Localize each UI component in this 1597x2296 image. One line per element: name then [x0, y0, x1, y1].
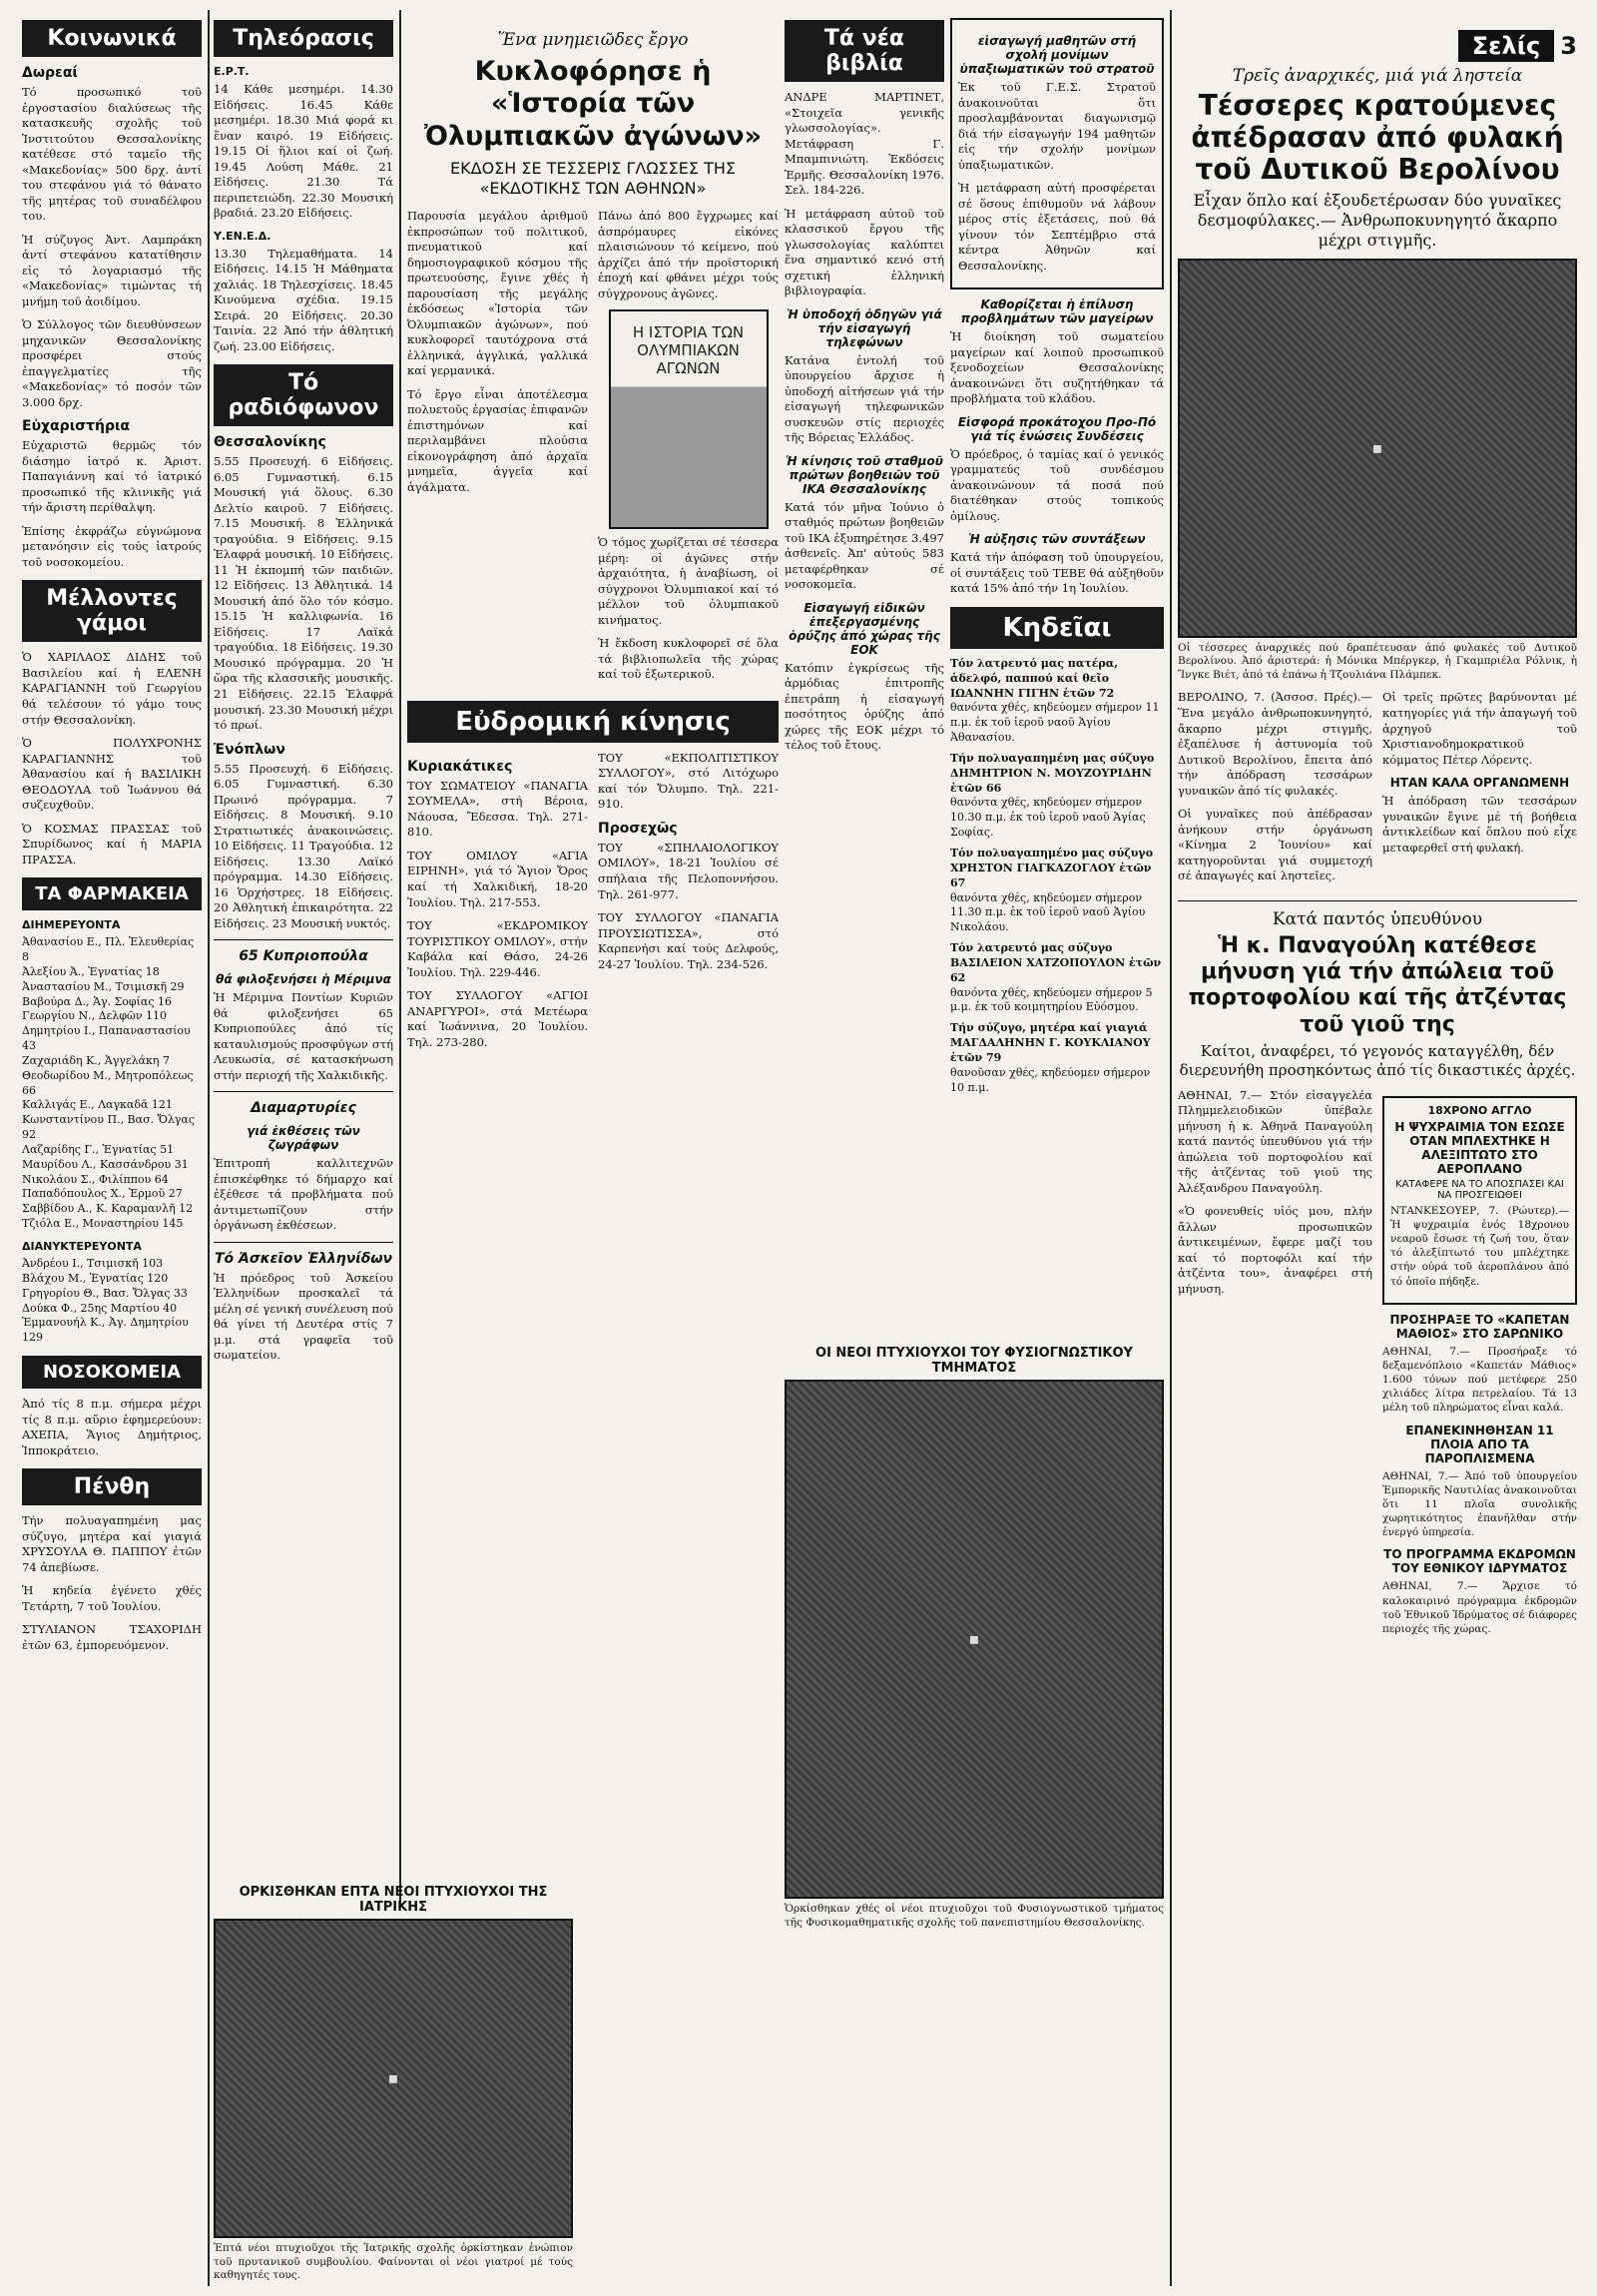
- column-1: [22, 10, 202, 2286]
- list-item: θανόντα χθές, κηδεύομεν σήμερον 10.30 π.μ. ἐκ τοῦ ἱεροῦ ναοῦ Ἁγίας Σοφίας.: [950, 796, 1146, 840]
- photo-block-medical-graduates: [214, 1877, 573, 2291]
- kicker: Ἕνα μνημειῶδες ἔργο: [497, 30, 689, 50]
- section-heading-farmakeia: ΤΑ ΦΑΡΜΑΚΕΙΑ: [22, 877, 202, 910]
- tv-schedule-ert: 14 Κάθε μεσημέρι. 14.30 Εἰδήσεις. 16.45 Κάθε μεσημέρι. 18.30 Μιά φορά κι ἕναν καιρό. 19 Εἰδήσεις. 19.15 Οἱ ἥλιοι καί οἱ ζωή. 19.45 Λούση Μάθε. 21 Εἰδήσεις. 21.30 Τά περιπετειώδη. 22.30 Μουσική βραδιά. 23.20 Εἰδήσεις.: [214, 82, 393, 221]
- list-item: Τόν λατρευτό μας σύζυγο ΒΑΣΙΛΕΙΟΝ ΧΑΤΖΟΠΟΥΛΟΝ ἐτῶν 62: [950, 941, 1162, 984]
- column-5: [950, 10, 1164, 1328]
- article-title: Ἡ αὐξησις τῶν συντάξεων: [968, 532, 1146, 547]
- article-title: Τό Ἀσκεῖον Ἑλληνίδων: [214, 1250, 393, 1267]
- subheading-thessalonikis: Θεσσαλονίκης: [214, 434, 326, 451]
- radio-schedule-thessaloniki: 5.55 Προσευχή. 6 Εἰδήσεις. 6.05 Γυμναστική. 6.15 Μουσική γιά ὅλους. 6.30 Δελτίο καιροῦ. 7 Εἰδήσεις. 7.15 Μουσική. 8 Ἑλληνικά τραγούδια. 9 Εἰδήσεις. 9.15 Ἐλαφρά μουσική. 10 Εἰδήσεις. 11 Ἡ ἐκπομπή τῶν παιδιῶν. 12 Εἰδήσεις. 13 Ἀθλητικά. 14 Μουσική ἀπό ὅλο τόν κόσμο. 15.15 Ἡ καλλιφωνία. 16 Εἰδήσεις. 17 Λαϊκά τραγούδια. 18 Εἰδήσεις. 19.30 Μουσικό πρόγραμμα. 20 Ἡ ὥρα τῆς κλασσικῆς μουσικῆς. 21 Εἰδήσεις. 22.15 Ἐλαφρά μουσική. 23.30 Μουσική μέχρι τό πρωί.: [214, 454, 393, 733]
- column-divider: [1170, 10, 1172, 2286]
- list-item: θανοῦσαν χθές, κηδεύομεν σήμερον 10 π.μ.: [950, 1065, 1151, 1094]
- list-item: Λαζαρίδης Γ., Ἐγνατίας 51: [22, 1142, 175, 1156]
- section-heading-penthi: Πένθη: [22, 1468, 202, 1505]
- paragraph: Οἱ τρεῖς πρῶτες βαρύνονται μέ κατηγορίες γιά τήν ἀπαγωγή τοῦ ἀρχηγοῦ τοῦ Χριστιανοδημοκρατικοῦ κόμματος Πέτερ Λόρεντς.: [1382, 690, 1577, 767]
- article-title: Καθορίζεται ἡ ἐπίλυση προβλημάτων τῶν μαγείρων: [960, 297, 1154, 326]
- subheading-ert: Ε.Ρ.Τ.: [214, 65, 250, 78]
- paragraph: Ἐπίσης ἐκφράζω εὐγνώμονα μετανόησιν εἰς τούς ἰατρούς τοῦ νοσοκομείου.: [22, 523, 202, 569]
- paragraph: ΑΘΗΝΑΙ, 7.— Προσήραξε τό δεξαμενόπλοιο «Καπετάν Μάθιος» 1.600 τόνων πού μετέφερε 250 χιλιάδες λίτρα πετρελαίου. Τά 13 μέλη τοῦ πληρώματος εἶναι καλά.: [1382, 1345, 1577, 1415]
- subheading-doreai: Δωρεαί: [22, 65, 78, 81]
- photo-placeholder-icon: ◼: [969, 1632, 979, 1646]
- divider: [214, 939, 393, 940]
- tv-schedule-yened: 13.30 Τηλεμαθήματα. 14 Εἰδήσεις. 14.15 Ἡ Μάθηματα χαλιάς. 18 Τηλεσχίσεις. 18.45 Κινούμενα σχέδια. 19.15 Σειρά. 20 Εἰδήσεις. 20.30 Ταινία. 22 Ἀπό τήν ἀθλητική ζωή. 23.00 Εἰδήσεις.: [214, 246, 393, 353]
- list-item: Τόν πολυαγαπημένο μας σύζυγο ΧΡΗΣΤΟΝ ΓΙΑΓΚΑΖΟΓΛΟΥ ἐτῶν 67: [950, 847, 1154, 889]
- photo-block-science-graduates: [785, 1338, 1164, 1938]
- list-item: Σαββίδου Α., Κ. Καραμανλῆ 12: [22, 1202, 194, 1216]
- column-3: [407, 10, 779, 1867]
- article-subtitle: γιά ἐκθέσεις τῶν ζωγράφων: [247, 1124, 360, 1153]
- paragraph: Ἡ μετάφραση αὐτοῦ τοῦ κλασσικοῦ ἔργου τῆς γλωσσολογίας καλύπτει ἕνα σημαντικό κενό στή σχετική ἑλληνική βιβλιογραφία.: [785, 206, 944, 298]
- headline: Κυκλοφόρησε ἡ «Ἱστορία τῶν Ὀλυμπιακῶν ἀγώνων»: [423, 56, 763, 152]
- section-heading-radio: Τό ραδιόφωνον: [214, 364, 393, 426]
- paragraph: Ἡ κηδεία ἐγένετο χθές Τετάρτη, 7 τοῦ Ἰουλίου.: [22, 1583, 202, 1613]
- section-heading-books: Τά νέα βιβλία: [785, 20, 944, 82]
- paragraph: Κατά τήν ἀπόφαση τοῦ ὑπουργείου, οἱ συντάξεις τοῦ ΤΕΒΕ θά αὐξηθοῦν κατά 15% ἀπό τήν 1η Ἰουλίου.: [950, 550, 1164, 596]
- photo-caption: Οἱ τέσσερες ἀναρχικές πού δραπέτευσαν ἀπό φυλακές τοῦ Δυτικοῦ Βερολίνου. Ἀπό ἀριστερά: ἡ Μόνικα Μπέργκερ, ἡ Γκαμπριέλα Ρόλνικ, ἡ Ἴνγκε Βιέτ, ἀπό τά ἐπάνω ἡ Τζουλιάνα Πλάμπεκ.: [1178, 641, 1577, 681]
- paragraph: Ἡ διοίκηση τοῦ σωματείου μαγείρων καί λοιποῦ προσωπικοῦ ξενοδοχείων Θεσσαλονίκης ἀνακοινώνει ὅτι συζητήθηκαν τά προβλήματα τοῦ κλάδου.: [950, 329, 1164, 406]
- list-item: Τόν λατρευτό μας πατέρα, ἀδελφό, παππού καί θεῖο ΙΩΑΝΝΗΝ ΓΙΓΗΝ ἐτῶν 72: [950, 656, 1119, 700]
- subheadline: Καίτοι, ἀναφέρει, τό γεγονός καταγγέλθη, δέν διερευνήθη προσηκόντως ἀπό τίς δικαστικές ἀρχές.: [1179, 1042, 1576, 1079]
- paragraph: ΣΤΥΛΙΑΝΟΝ ΤΣΑΧΟΡΙΔΗ ἐτῶν 63, ἐμπορευόμενον.: [22, 1622, 202, 1652]
- inline-subheading: ΗΤΑΝ ΚΑΛΑ ΟΡΓΑΝΩΜΕΝΗ: [1389, 776, 1570, 791]
- photo-fugitives: [1178, 259, 1577, 638]
- paragraph: ΤΟΥ ΟΜΙΛΟΥ «ΑΓΙΑ ΕΙΡΗΝΗ», γιά τό Ἅγιον Ὄρος καί τή Χαλκιδική, 18-20 Ἰουλίου. Τηλ. 217-553.: [407, 848, 588, 909]
- list-item: Ζαχαριάδη Κ., Ἀγγελάκη 7: [22, 1053, 170, 1067]
- list-item: Ἐμμανουήλ Κ., Ἀγ. Δημητρίου 129: [22, 1316, 189, 1345]
- list-item: Δούκα Φ., 25ης Μαρτίου 40: [22, 1301, 178, 1315]
- paragraph: Ἐκ τοῦ Γ.Ε.Σ. Στρατοῦ ἀνακοινοῦται ὅτι προσλαμβάνονται διαγωνισμῷ διά τήν εἰσαγωγήν 194 μαθητῶν εἰς τήν σχολήν μονίμων ὑπαξιωματικῶν.: [958, 80, 1156, 172]
- photo-title: ΟΡΚΙΣΘΗΚΑΝ ΕΠΤΑ ΝΕΟΙ ΠΤΥΧΙΟΥΧΟΙ ΤΗΣ ΙΑΤΡΙΚΗΣ: [239, 1885, 548, 1915]
- paragraph: ΤΟΥ ΣΥΛΛΟΓΟΥ «ΠΑΝΑΓΙΑ ΠΡΟΥΣΙΩΤΙΣΣΑ», στό Καρπενήσι καί τούς Δελφούς, 24-27 Ἰουλίου. Τηλ. 234-526.: [598, 910, 779, 971]
- paragraph: ΝΤΑΝΚΕΣΟΥΕΡ, 7. (Ρώυτερ).— Ἡ ψυχραιμία ἑνός 18χρονου νεαροῦ ἔσωσε τή ζωή του, ὅταν τό ἀλεξίπτωτό του μπλέχτηκε στήν οὐρά τοῦ ἀεροπλάνου ἀπό τό ὁποῖο πήδηξε.: [1390, 1204, 1569, 1288]
- article-title: Εἰσαγωγή εἰδικῶν ἐπεξεργασμένης ὀρύζης ἀπό χώρας τῆς ΕΟΚ: [789, 600, 940, 657]
- list-item: Δημητρίου Ι., Παπαναστασίου 43: [22, 1024, 191, 1053]
- paragraph: Ἡ πρόεδρος τοῦ Ἀσκείου Ἑλληνίδων προσκαλεῖ τά μέλη σέ γενική συνέλευση πού θά γίνει τή Δευτέρα στίς 7 μ.μ. στά γραφεῖα τοῦ σωματείου.: [214, 1270, 393, 1363]
- column-6: [1178, 10, 1577, 2286]
- headline: Τέσσερες κρατούμενες ἀπέδρασαν ἀπό φυλακή τοῦ Δυτικοῦ Βερολίνου: [1191, 89, 1564, 187]
- paragraph: ΑΘΗΝΑΙ, 7.— Ἀπό τοῦ ὑπουργείου Ἐμπορικῆς Ναυτιλίας ἀνακοινοῦται ὅτι 11 πλοῖα συνολικῆς χωρητικότητος ἐπανῆλθαν στήν ἐνεργό ὑπηρεσία.: [1382, 1469, 1577, 1539]
- page-number: 3: [1560, 32, 1577, 60]
- photo: [785, 1380, 1164, 1899]
- paragraph: Ὁ ΚΟΣΜΑΣ ΠΡΑΣΣΑΣ τοῦ Σπυρίδωνος καί ἡ ΜΑΡΙΑ ΠΡΑΣΣΑ.: [22, 821, 202, 866]
- page-number-block: [1178, 30, 1577, 62]
- subheading-kyriakes: Κυριακάτικες: [407, 758, 513, 775]
- box-sub: ΚΑΤΑΦΕΡΕ ΝΑ ΤΟ ΑΠΟΣΠΑΣΕΙ ΚΑΙ ΝΑ ΠΡΟΣΓΕΙΩΘΕΙ: [1395, 1178, 1564, 1201]
- list-item: θανόντα χθές, κηδεύομεν σήμερον 11 π.μ. ἐκ τοῦ ἱεροῦ ναοῦ Ἁγίου Ἀθανασίου.: [950, 701, 1160, 745]
- photo-placeholder-icon: ◼: [1372, 440, 1382, 455]
- paragraph: ΤΟΥ ΣΥΛΛΟΓΟΥ «ΑΓΙΟΙ ΑΝΑΡΓΥΡΟΙ», στά Μετέωρα καί Ἰωάννινα, 20 Ἰουλίου. Τηλ. 273-280.: [407, 988, 588, 1049]
- list-item: θανόντα χθές, κηδεύομεν σήμερον 11.30 π.μ. ἐκ τοῦ ἱεροῦ ναοῦ Ἁγίου Νικολάου.: [950, 890, 1146, 934]
- subheading-eucharistiria: Εὐχαριστήρια: [22, 418, 131, 435]
- list-item: Ἀναστασίου Μ., Τσιμισκῆ 29: [22, 979, 185, 993]
- list-item: Γεωργίου Ν., Δελφῶν 110: [22, 1009, 168, 1023]
- list-item: Ἀνδρέου Ι., Τσιμισκῆ 103: [22, 1257, 164, 1271]
- paragraph: Οἱ γυναῖκες πού ἀπέδρασαν ἀνήκουν στήν ὀργάνωση «Κίνημα 2 Ἰουνίου» καί κατηγοροῦνται γιά συμμετοχή σέ ἀπαγωγές καί ληστεῖες.: [1178, 807, 1372, 883]
- paragraph: Ἡ μετάφραση αὐτή προσφέρεται σέ ὅσους ἐπιθυμοῦν νά λάβουν μέρος στίς ἐξετάσεις, πού θά γίνουν τόν Σεπτέμβριο στά κέντρα Ἀθηνῶν καί Θεσσαλονίκης.: [958, 181, 1156, 273]
- paragraph: Ἡ Μέριμνα Ποντίων Κυριῶν θά φιλοξενήσει 65 Κυπριοπούλες ἀπό τίς καταυλισμούς προσφύγων στή Λευκωσία, σέ κατασκήνωση στήν περιοχή τῆς Χαλκιδικῆς.: [214, 990, 393, 1082]
- subheading-proseches: Προσεχῶς: [598, 820, 678, 837]
- paragraph: Ὁ πρόεδρος, ὁ ταμίας καί ὁ γενικός γραμματεύς τοῦ συνδέσμου ἀνακοινώνουν τά ποσά πού διατέθηκαν στούς τοπικούς ὁμίλους.: [950, 446, 1164, 523]
- column-divider: [399, 10, 401, 1907]
- paragraph: Τό προσωπικό τοῦ ἐργοστασίου διαλύσεως τῆς κατασκευῆς σχολῆς τοῦ Ἰνστιτούτου Θεσσαλονίκης κατέθεσε στό ταμεῖο τῆς «Μακεδονίας» 500 δρχ. ἀντί του στεφάνου γιά τό θάνατο τῆς μητέρας τοῦ συναδέλφου του.: [22, 85, 202, 224]
- paragraph: Παρουσία μεγάλου ἀριθμοῦ ἐκπροσώπων τοῦ πολιτικοῦ, πνευματικοῦ καί δημοσιογραφικοῦ κόσμου τῆς πρωτευούσης, ἔγινε χθές ἡ παρουσίαση τῆς μεγάλης ἐκδόσεως «Ἱστορία τῶν Ὀλυμπιακῶν ἀγώνων», πού κυκλοφορεῖ ταυτόχρονα στά ἑλληνικά, ἀγγλικά, γαλλικά καί γερμανικά.: [407, 209, 588, 378]
- photo-placeholder-icon: ◼: [388, 2071, 398, 2085]
- paragraph: ΤΟΥ «ΣΠΗΛΑΙΟΛΟΓΙΚΟΥ ΟΜΙΛΟΥ», 18-21 Ἰουλίου σέ σπήλαια τῆς Πελοποννήσου. Τηλ. 261-977.: [598, 840, 779, 901]
- article-title: 65 Κυπριοπούλα: [239, 948, 368, 965]
- book-cover-title: Η ΙΣΤΟΡΙΑ ΤΩΝ ΟΛΥΜΠΙΑΚΩΝ ΑΓΩΝΩΝ: [632, 323, 745, 378]
- list-item: Τήν πολυαγαπημένη μας σύζυγο ΔΗΜΗΤΡΙΟΝ Ν. ΜΟΥΖΟΥΡΙΔΗΝ ἐτῶν 66: [950, 751, 1155, 795]
- section-heading-tileorasis: Τηλεόρασις: [214, 20, 393, 57]
- list-item: Μαυρίδου Λ., Κασσάνδρου 31: [22, 1157, 189, 1171]
- divider: [214, 1242, 393, 1243]
- paragraph: «Ὁ φονευθείς υἱός μου, πλήν ἄλλων προσωπικῶν ἀντικειμένων, ἔφερε μαζί του καί τό πορτοφόλι καί τήν ἀτζέντα του», ἀναφέρει στή μήνυση.: [1178, 1204, 1372, 1296]
- paragraph: ΑΘΗΝΑΙ, 7.— Στόν εἰσαγγελέα Πλημμελειοδικῶν ὑπέβαλε μήνυση ἡ κ. Ἀθηνᾶ Παναγούλη κατά παντός ὑπευθύνου γιά τήν ἀπώλεια τοῦ πορτοφολίου καί τῆς ἀτζέντας τοῦ γιοῦ της Ἀλέξανδρου Παναγούλη.: [1178, 1087, 1372, 1195]
- list-item: Γρηγορίου Θ., Βασ. Ὄλγας 33: [22, 1286, 188, 1300]
- divider: [214, 1091, 393, 1092]
- paragraph: Πάνω ἀπό 800 ἔγχρωμες καί ἀσπρόμαυρες εἰκόνες πλαισιώνουν τό κείμενο, πού ἀρχίζει ἀπό τήν προϊστορική ἐποχή καί φθάνει μέχρι τούς σύγχρονους ἀγῶνες.: [598, 209, 779, 300]
- kicker: Τρεῖς ἀναρχικές, μιά γιά ληστεία: [1232, 66, 1523, 86]
- paragraph: ΑΝΔΡΕ ΜΑΡΤΙΝΕΤ, «Στοιχεῖα γενικῆς γλωσσολογίας». Μετάφραση Γ. Μπαμπινιώτη. Ἐκδόσεις Ἐρμῆς. Θεσσαλονίκη 1976. Σελ. 184-226.: [785, 90, 944, 198]
- paragraph: Κατά τόν μῆνα Ἰούνιο ὁ σταθμός πρώτων βοηθειῶν τοῦ ΙΚΑ ἐξυπηρέτησε 3.497 ἀσθενεῖς. Ἀπ' αὐτούς 583 μεταφέρθηκαν σέ νοσοκομεῖα.: [785, 499, 944, 592]
- paragraph: Εὐχαριστῶ θερμῶς τόν διάσημο ἰατρό κ. Ἀριστ. Παπαγιάννη καί τό ἰατρικό προσωπικό τῆς κλινικῆς γιά τήν ἄριστη περίθαλψη.: [22, 438, 202, 515]
- kicker: Κατά παντός ὑπευθύνου: [1272, 908, 1483, 929]
- box-title: ΕΠΑΝΕΚΙΝΗΘΗΣΑΝ 11 ΠΛΟΙΑ ΑΠΟ ΤΑ ΠΑΡΟΠΛΙΣΜΕΝΑ: [1405, 1423, 1554, 1465]
- headline: Ἡ κ. Παναγούλη κατέθεσε μήνυση γιά τήν ἀπώλεια τοῦ πορτοφολίου καί τῆς ἀτζέντας τοῦ γιοῦ της: [1188, 932, 1567, 1037]
- list-item: Θεοδωρίδου Μ., Μητροπόλεως 66: [22, 1068, 194, 1097]
- subheading-enoplon: Ἐνόπλων: [214, 741, 285, 758]
- article-subtitle: θά φιλοξενήσει ἡ Μέριμνα: [216, 972, 391, 987]
- announcement-box: [950, 18, 1164, 289]
- obituary-list: [950, 657, 1164, 1096]
- photo-title: ΟΙ ΝΕΟΙ ΠΤΥΧΙΟΥΧΟΙ ΤΟΥ ΦΥΣΙΟΓΝΩΣΤΙΚΟΥ ΤΜΗΜΑΤΟΣ: [815, 1346, 1133, 1376]
- subheadline: Εἶχαν ὅπλο καί ἐξουδετέρωσαν δύο γυναῖκες δεσμοφύλακες.— Ἀνθρωποκυνηγητό ἄκαρπο μέχρι στιγμῆς.: [1193, 190, 1562, 250]
- column-divider: [208, 10, 210, 2286]
- pharmacy-night-list: [22, 1257, 202, 1346]
- box-title: Η ΨΥΧΡΑΙΜΙΑ ΤΟΝ ΕΣΩΣΕ ΟΤΑΝ ΜΠΛΕΧΤΗΚΕ Η ΑΛΕΞΙΠΤΩΤΟ ΣΤΟ ΑΕΡΟΠΛΑΝΟ: [1394, 1119, 1565, 1176]
- paragraph: Ἡ σύζυγος Ἀντ. Λαμπράκη ἀντί στεφάνου κατατίθησιν εἰς τό λογαριασμό τῆς «Μακεδονίας» τιμώντας τή μνήμη τοῦ ἀοιδίμου.: [22, 232, 202, 308]
- book-cover: [609, 309, 769, 529]
- paragraph: Ἡ ἔκδοση κυκλοφορεῖ σέ ὅλα τά βιβλιοπωλεῖα τῆς χώρας καί τοῦ ἐξωτερικοῦ.: [598, 636, 779, 682]
- list-item: Ἀθανασίου Ε., Πλ. Ἐλευθερίας 8: [22, 935, 195, 963]
- article-title: Εἰσφορά προκάτοχου Προ-Πό γιά τίς ἐνώσεις Συνδέσεις: [957, 414, 1157, 443]
- paragraph: Ὁ ΠΟΛΥΧΡΟΝΗΣ ΚΑΡΑΓΙΑΝΝΗΣ τοῦ Ἀθανασίου καί ἡ ΒΑΣΙΛΙΚΗ ΘΕΟΔΟΥΛΑ τοῦ Ἰωάννου θά συζευχθοῦν.: [22, 736, 202, 813]
- list-item: Βλάχου Μ., Ἐγνατίας 120: [22, 1271, 169, 1285]
- list-item: Κωνσταντίνου Π., Βασ. Ὄλγας 92: [22, 1113, 196, 1142]
- paragraph: Κατάνα ἐντολή τοῦ ὑπουργείου ἄρχισε ἡ ὑποδοχή αἰτήσεων γιά τήν εἰσαγωγή τηλεφωνικῶν συσκευῶν στίς περιοχές τῆς Βόρειας Ἑλλάδος.: [785, 352, 944, 445]
- section-heading-koinonika: Κοινωνικά: [22, 20, 202, 57]
- box-kicker: 18ΧΡΟΝΟ ΑΓΓΛΟ: [1427, 1103, 1532, 1117]
- paragraph: Ὁ τόμος χωρίζεται σέ τέσσερα μέρη: οἱ ἀγῶνες στήν ἀρχαιότητα, ἡ ἀναβίωση, οἱ σύγχρονοι Ὀλυμπιακοί καί τό μέλλον τοῦ ὀλυμπιακοῦ κινήματος.: [598, 535, 779, 627]
- photo-caption: Ἑπτά νέοι πτυχιοῦχοι τῆς Ἰατρικῆς σχολῆς ὁρκίστηκαν ἐνώπιον τοῦ πρυτανικοῦ συμβουλίου. Φαίνονται οἱ νέοι γιατροί μέ τούς καθηγητές τους.: [214, 2242, 573, 2282]
- list-item: Τήν σύζυγο, μητέρα καί γιαγιά ΜΑΓΔΑΛΗΝΗΝ Γ. ΚΟΥΚΛΙΑΝΟΥ ἐτῶν 79: [950, 1021, 1151, 1064]
- subheading-yened: Υ.ΕΝ.Ε.Δ.: [214, 229, 271, 243]
- list-item: Βαβούρα Δ., Ἁγ. Σοφίας 16: [22, 994, 173, 1008]
- photo-caption: Ὁρκίσθηκαν χθές οἱ νέοι πτυχιοῦχοι τοῦ Φυσιογνωστικοῦ τμήματος τῆς Φυσικομαθηματικῆς σχολῆς τοῦ πανεπιστημίου Θεσσαλονίκης.: [785, 1903, 1164, 1929]
- article-title: Ἡ κίνησις τοῦ σταθμοῦ πρώτων βοηθειῶν τοῦ ΙΚΑ Θεσσαλονίκης: [786, 453, 943, 496]
- paragraph: ΤΟΥ «ΕΚΔΡΟΜΙΚΟΥ ΤΟΥΡΙΣΤΙΚΟΥ ΟΜΙΛΟΥ», στήν Καβάλα καί Θάσο, 24-26 Ἰουλίου. Τηλ. 229-446.: [407, 918, 588, 979]
- paragraph: ΤΟΥ «ΕΚΠΟΛΙΤΙΣΤΙΚΟΥ ΣΥΛΛΟΓΟΥ», στό Λιτόχωρο καί τόν Ὄλυμπο. Τηλ. 221-910.: [598, 750, 779, 812]
- paragraph: Ὁ Σύλλογος τῶν διευθύνσεων μηχανικῶν Θεσσαλονίκης προσφέρει στούς ἐπαγγελματίες τῆς «Μακεδονίας» τό ποσόν τῶν 3.000 δρχ.: [22, 317, 202, 409]
- paragraph: Ἐπιτροπή καλλιτεχνῶν ἐπισκέφθηκε τό δήμαρχο καί ἐξέθεσε τά προβλήματα πού ἀντιμετωπίζουν στήν ὀργάνωση ἐκθέσεων.: [214, 1156, 393, 1233]
- list-item: Τζιόλα Ε., Μοναστηρίου 145: [22, 1217, 184, 1231]
- article-title: Διαμαρτυρίες: [251, 1100, 356, 1117]
- list-item: Παπαδόπουλος Χ., Ἑρμοῦ 27: [22, 1187, 183, 1201]
- subheading-dianykterevonta: ΔΙΑΝΥΚΤΕΡΕΥΟΝΤΑ: [22, 1240, 142, 1254]
- paragraph: ΤΟΥ ΣΩΜΑΤΕΙΟΥ «ΠΑΝΑΓΙΑ ΣΟΥΜΕΛΑ», στή Βέροια, Νάουσα, Ἔδεσσα. Τηλ. 271-810.: [407, 778, 588, 840]
- article-title: εἰσαγωγή μαθητῶν στή σχολή μονίμων ὑπαξιωματικῶν τοῦ στρατοῦ: [959, 34, 1155, 76]
- subheadline: ΕΚΔΟΣΗ ΣΕ ΤΕΣΣΕΡΙΣ ΓΛΩΣΣΕΣ ΤΗΣ «ΕΚΔΟΤΙΚΗΣ ΤΩΝ ΑΘΗΝΩΝ»: [450, 159, 736, 199]
- page-label: Σελίς: [1458, 30, 1555, 62]
- paragraph: Τήν πολυαγαπημένη μας σύζυγο, μητέρα καί γιαγιά ΧΡΥΣΟΥΛΑ Θ. ΠΑΠΠΟΥ ἐτῶν 74 ἀπεβίωσε.: [22, 1513, 202, 1574]
- section-heading-kideies: Κηδεῖαι: [950, 607, 1164, 649]
- article-title: Ἡ ὑποδοχή ὁδηγῶν γιά τήν εἰσαγωγή τηλεφώνων: [787, 306, 942, 349]
- paragraph: Ὁ ΧΑΡΙΛΑΟΣ ΔΙΔΗΣ τοῦ Βασιλείου καί ἡ ΕΛΕΝΗ ΚΑΡΑΓΙΑΝΝΗ τοῦ Γεωργίου θά τελέσουν τό γάμο τους στήν Θεσσαλονίκη.: [22, 650, 202, 727]
- box-title: ΠΡΟΣΗΡΑΞΕ ΤΟ «ΚΑΠΕΤΑΝ ΜΑΘΙΟΣ» ΣΤΟ ΣΑΡΩΝΙΚΟ: [1389, 1312, 1570, 1341]
- paragraph: Κατόπιν ἐγκρίσεως τῆς ἁρμόδιας ἐπιτροπῆς ἐπετράπη ἡ εἰσαγωγή ποσότητος ὀρύζης ἀπό χώρες τῆς ΕΟΚ μέχρι τό τέλος τοῦ ἔτους.: [785, 660, 944, 753]
- paragraph: ΒΕΡΟΛΙΝΟ, 7. (Ἀσσοσ. Πρές).— Ἕνα μεγάλο ἀνθρωποκυνηγητό, ἄκαρπο μέχρι στιγμῆς, ἐξαπέλυσε ἡ ἀστυνομία τοῦ Δυτικοῦ Βερολίνου, ἔπειτα ἀπό τήν ἀπόδραση τεσσάρων γυναικῶν ἀπό τίς φυλακές.: [1178, 690, 1372, 798]
- pharmacy-list: [22, 935, 202, 1232]
- section-heading-nosokomeia: ΝΟΣΟΚΟΜΕΙΑ: [22, 1356, 202, 1389]
- paragraph: ΑΘΗΝΑΙ, 7.— Ἄρχισε τό καλοκαιρινό πρόγραμμα ἐκδρομῶν τοῦ Ἐθνικοῦ Ἱδρύματος σέ διάφορες περιοχές τῆς χώρας.: [1382, 1580, 1577, 1635]
- list-item: Ἀλεξίου Ἀ., Ἐγνατίας 18: [22, 964, 160, 978]
- news-box: [1382, 1096, 1577, 1305]
- section-heading-excursions: Εὐδρομική κίνησις: [407, 701, 779, 743]
- paragraph: Ἀπό τίς 8 π.μ. σήμερα μέχρι τίς 8 π.μ. αὔριο ἐφημερεύουν: ΑΧΕΠΑ, Ἅγιος Δημήτριος, Ἱπποκράτειο.: [22, 1397, 202, 1457]
- list-item: θανόντα χθές, κηδεύομεν σήμερον 5 μ.μ. ἐκ τοῦ κοιμητηρίου Εὐόσμου.: [950, 985, 1153, 1014]
- column-4: [785, 10, 944, 2286]
- divider: [1178, 900, 1577, 901]
- box-title: ΤΟ ΠΡΟΓΡΑΜΜΑ ΕΚΔΡΟΜΩΝ ΤΟΥ ΕΘΝΙΚΟΥ ΙΔΡΥΜΑΤΟΣ: [1383, 1547, 1576, 1576]
- photo: [214, 1919, 573, 2238]
- subheading-dihmereuonta: ΔΙΗΜΕΡΕΥΟΝΤΑ: [22, 918, 121, 932]
- section-heading-gamoi: Μέλλοντες γάμοι: [22, 580, 202, 642]
- paragraph: Ἡ ἀπόδραση τῶν τεσσάρων γυναικῶν ἔγινε μέ τή βοήθεια ἀντικλείδων καί ὅπλου πού εἶχε μεταφερθεῖ στή φυλακή.: [1382, 794, 1577, 855]
- paragraph: Τό ἔργο εἶναι ἀποτέλεσμα πολυετοῦς ἐργασίας ἐπιφανῶν ἐπιστημόνων καί περιλαμβάνει πλούσια εἰκονογράφηση ἀπό ἀρχαῖα μνημεῖα, ἀγγεῖα καί ἀγάλματα.: [407, 386, 588, 494]
- list-item: Νικολάου Σ., Φιλίππου 64: [22, 1172, 169, 1186]
- list-item: Καλλιγάς Ε., Λαγκαδᾶ 121: [22, 1098, 173, 1112]
- radio-schedule-enoplon: 5.55 Προσευχή. 6 Εἰδήσεις. 6.05 Γυμναστική. 6.30 Πρωινό πρόγραμμα. 7 Εἰδήσεις. 8 Μουσική. 9.10 Στρατιωτικές ἀνακοινώσεις. 10 Εἰδήσεις. 11 Τραγούδια. 12 Εἰδήσεις. 13.30 Λαϊκό πρόγραμμα. 14.30 Εἰδήσεις. 16 Ὁρχήστρες. 18 Εἰδήσεις. 20 Ἀθλητική ἐπικαιρότητα. 22 Εἰδήσεις. 23 Μουσική νυκτός.: [214, 761, 393, 930]
